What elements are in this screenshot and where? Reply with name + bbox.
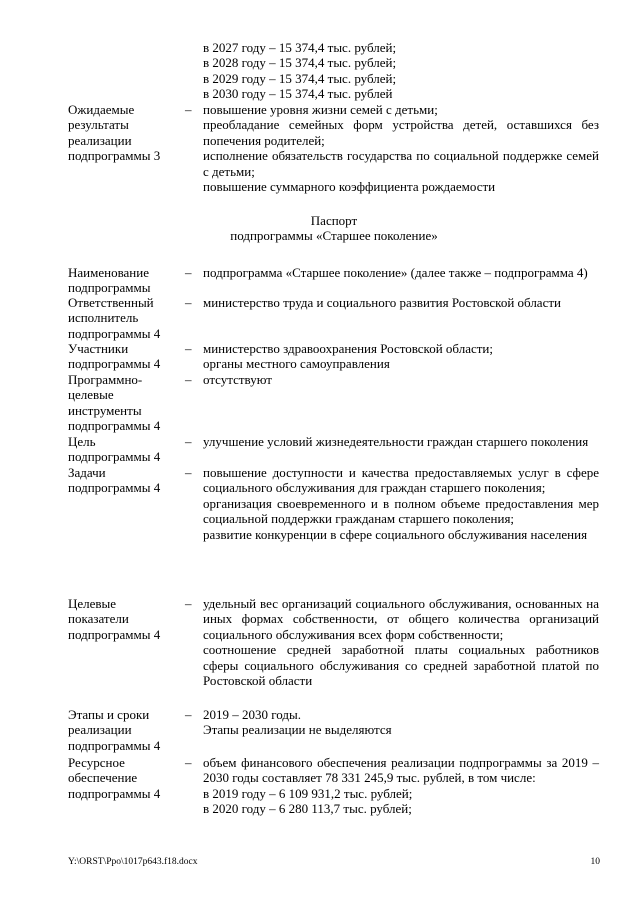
row-label: Ожидаемые результаты реализации подпрограммы 3	[68, 102, 161, 164]
row-label: Задачи подпрограммы 4	[68, 465, 161, 496]
row-label: Ответственный исполнитель подпрограммы 4	[68, 295, 161, 341]
row-paragraph: в 2020 году – 6 280 113,7 тыс. рублей;	[203, 801, 412, 817]
funding-line: в 2030 году – 15 374,4 тыс. рублей	[203, 86, 393, 102]
row-content	[203, 707, 599, 738]
row-paragraph: преобладание семейных форм устройства детей, оставшихся без попечения родителей;	[203, 117, 599, 148]
passport-title-line1: Паспорт	[310, 213, 358, 228]
row-label: Цель подпрограммы 4	[68, 434, 161, 465]
top-continuation-content	[203, 40, 599, 102]
passport-title-line2: подпрограммы «Старшее поколение»	[230, 228, 438, 244]
passport-title	[68, 213, 600, 244]
row-paragraph: повышение уровня жизни семей с детьми;	[203, 102, 438, 117]
funding-line: в 2028 году – 15 374,4 тыс. рублей;	[203, 55, 397, 71]
row-dash: –	[185, 596, 192, 611]
row-content	[203, 755, 599, 817]
row-paragraph: в 2019 году – 6 109 931,2 тыс. рублей;	[203, 785, 413, 801]
row-dash: –	[185, 265, 192, 280]
row-paragraph: улучшение условий жизнедеятельности граждан старшего поколения	[203, 434, 589, 449]
row-paragraph: повышение суммарного коэффициента рождаемости	[203, 179, 496, 195]
row-dash: –	[185, 434, 192, 449]
row-paragraph: соотношение средней заработной платы социальных работников сферы социального обслуживания со средней заработной платой по Ростовской области	[203, 642, 599, 689]
row-dash: –	[185, 465, 192, 480]
row-paragraph: исполнение обязательств государства по социальной поддержке семей с детьми;	[203, 148, 599, 179]
funding-line: в 2027 году – 15 374,4 тыс. рублей;	[203, 40, 397, 55]
row-content	[203, 102, 599, 194]
row-paragraph: повышение доступности и качества предоставляемых услуг в сфере социального обслуживания для граждан старшего поколения;	[203, 465, 599, 496]
row-dash: –	[185, 295, 192, 310]
row-label: Участники подпрограммы 4	[68, 341, 161, 372]
row-dash: –	[185, 372, 192, 387]
row-content	[203, 295, 599, 310]
row-paragraph: Этапы реализации не выделяются	[203, 722, 392, 738]
row-content	[203, 596, 599, 688]
funding-line: в 2029 году – 15 374,4 тыс. рублей;	[203, 70, 397, 86]
row-paragraph: министерство здравоохранения Ростовской области;	[203, 341, 493, 356]
row-paragraph: отсутствуют	[203, 372, 272, 387]
row-content	[203, 372, 599, 387]
row-dash: –	[185, 341, 192, 356]
row-dash: –	[185, 755, 192, 770]
row-paragraph: организация своевременного и в полном объеме предоставления мер социальной поддержки гражданам старшего поколения;	[203, 495, 599, 527]
footer-file-path: Y:\ORST\Ppo\1017p643.f18.docx	[68, 857, 198, 867]
row-paragraph: развитие конкуренции в сфере социального обслуживания населения	[203, 526, 588, 542]
row-dash: –	[185, 102, 192, 117]
row-dash: –	[185, 707, 192, 722]
row-label: Ресурсное обеспечение подпрограммы 4	[68, 755, 161, 801]
row-content	[203, 465, 599, 542]
row-paragraph: подпрограмма «Старшее поколение» (далее также – подпрограмма 4)	[203, 265, 588, 280]
row-content	[203, 434, 599, 449]
row-content	[203, 265, 599, 280]
row-label: Целевые показатели подпрограммы 4	[68, 596, 161, 642]
row-paragraph: 2019 – 2030 годы.	[203, 707, 301, 722]
row-paragraph: удельный вес организаций социального обслуживания, основанных на иных формах собственности, от общего количества организаций социального обслуживания всех форм собственности;	[203, 596, 599, 642]
row-label: Этапы и сроки реализации подпрограммы 4	[68, 707, 161, 753]
row-label: Программно- целевые инструменты подпрограммы 4	[68, 372, 161, 434]
page-number: 10	[590, 857, 600, 867]
row-content	[203, 341, 599, 372]
row-paragraph: министерство труда и социального развития Ростовской области	[203, 295, 561, 310]
row-paragraph: объем финансового обеспечения реализации подпрограммы за 2019 – 2030 годы составляет 78 331 245,9 тыс. рублей, в том числе:	[203, 755, 599, 786]
row-paragraph: органы местного самоуправления	[203, 356, 390, 372]
row-label: Наименование подпрограммы	[68, 265, 151, 296]
